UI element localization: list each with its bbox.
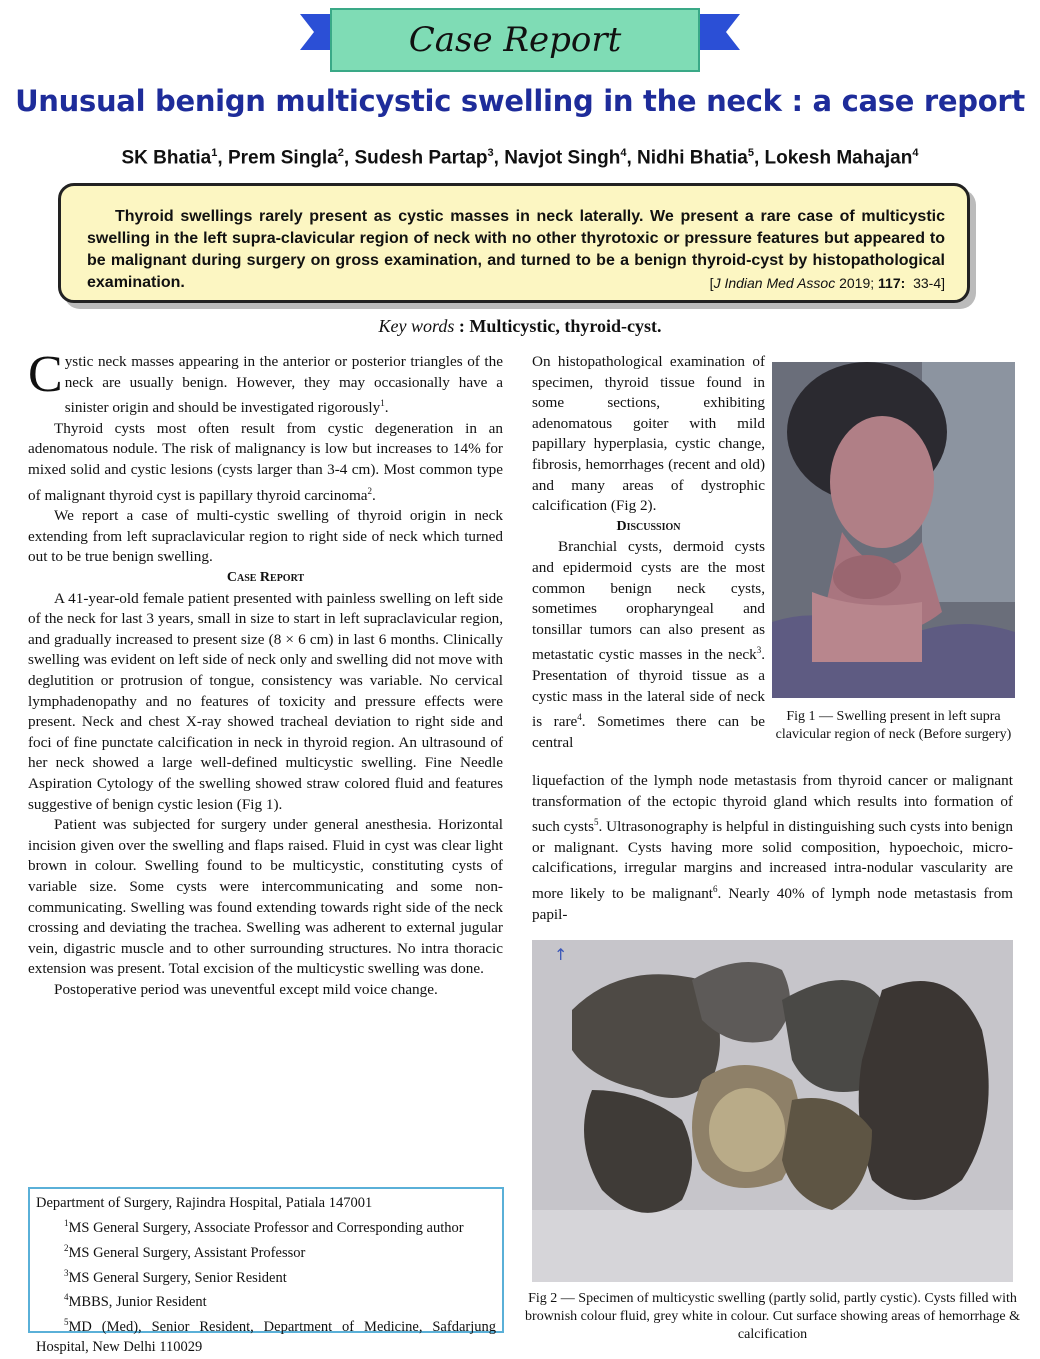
affiliation-item	[36, 1287, 496, 1312]
banner-label: Case Report	[408, 20, 622, 60]
middle-column	[532, 352, 765, 753]
author: Navjot Singh	[504, 147, 621, 169]
body-paragraph: A 41-year-old female patient presented with painless swelling on left side of the neck for last 3 years, small in size to start in left supraclavicular region, and gradually increased to present size (8 × 6 cm) in last 6 months. Clinically swelling was evident on left side of neck only and swelling did not move with deglutition or protrusion of tongue, consistency was variable. No cervical lymphadenopathy and no features of toxicity and pressure effects were present. Neck and chest X-ray showed tracheal deviation to right side and foci of fine punctate calcification in neck in thyroid region. An ultrasound of her neck showed a large well-defined multicystic swelling. Fine Needle Aspiration Cytology of the swelling showed straw colored fluid and features suggestive of benign cystic lesion (Fig 1).	[28, 589, 503, 813]
citation-year: 2019;	[839, 275, 875, 291]
author-list: SK Bhatia$^1$, Prem Singla$^2$, Sudesh Partap$^3$, Navjot Singh$^4$, Nidhi Bhatia$^5$, Lokesh Mahajan$^4$	[121, 147, 919, 169]
reference-sup: 5	[594, 817, 599, 828]
paragraph-text: . Ultrasonography is helpful in distinguishing such cysts into benign or malignant. Cysts having more solid composition, hypoechoic, micro-calcifications, irregular margins and increased intra-nodular vascularity are more likely to be malignant	[532, 818, 1013, 903]
affiliation-sup: 1	[64, 1218, 69, 1228]
keywords-sep: :	[454, 316, 470, 336]
author-sup: 4	[620, 147, 627, 159]
affiliation-sup: 3	[64, 1267, 69, 1278]
author: Nidhi Bhatia	[637, 147, 748, 169]
paragraph-text: . Presentation of thyroid tissue as a cystic mass in the lateral side of neck is rare	[532, 646, 765, 731]
right-column	[532, 771, 1013, 925]
affiliation-item	[36, 1263, 496, 1288]
patient-photo-illustration	[772, 362, 1015, 698]
body-paragraph: On histopathological examination of specimen, thyroid tissue found in some sections, exhibiting adenomatous goiter with mild papillary hyperplasia, cystic change, fibrosis, hemorrhages (recent and old) and many areas of dystrophic calcification (Fig 2).	[532, 353, 765, 515]
body-paragraph	[532, 771, 1013, 925]
affiliation-sup: 4	[64, 1292, 69, 1303]
citation	[710, 272, 945, 294]
reference-sup: 2	[367, 485, 373, 496]
section-heading-discussion: Discussion	[616, 518, 681, 534]
paragraph-text: . Sometimes there can be central	[532, 713, 766, 751]
specimen-photo-illustration	[532, 940, 1013, 1282]
author: Sudesh Partap	[354, 147, 488, 169]
paragraph-text: Branchial cysts, dermoid cysts and epidermoid cysts are the most common benign neck cysts, sometimes oropharyngeal and tonsillar tumors can also present as metastatic cystic masses in the neck	[532, 538, 765, 664]
citation-volume: 117:	[878, 275, 906, 291]
keywords-line	[0, 316, 1040, 337]
abstract-box	[58, 183, 970, 303]
keywords-label: Key words	[378, 316, 455, 336]
affiliation-text: MS General Surgery, Assistant Professor	[68, 1244, 306, 1261]
author-sup: 2	[337, 147, 344, 159]
author: Lokesh Mahajan	[764, 147, 913, 169]
paragraph-text: ystic neck masses appearing in the anterior or posterior triangles of the neck are usually benign. However, they may occasionally have a sinister origin and should be investigated rigorously	[64, 353, 503, 417]
paragraph-text: . Nearly 40% of lymph node metastasis from papil-	[532, 885, 1013, 923]
affiliation-text: MS General Surgery, Senior Resident	[68, 1269, 287, 1286]
affiliation-item	[36, 1312, 496, 1357]
abstract-text: Thyroid swellings rarely present as cystic masses in neck laterally. We present a rare case of multicystic swelling in the left supra-clavicular region of neck with no other thyrotoxic or pressure features but appeared to be malignant during surgery on gross examination, and turned to be a benign thyroid-cyst by histopathological examination.	[87, 208, 945, 291]
figure-2-caption: Fig 2 — Specimen of multicystic swelling (partly solid, partly cystic). Cysts filled with brownish colour fluid, grey white in colour. Cut surface showing areas of hemorrhage & calcification	[525, 1291, 1020, 1342]
arrow-marker-icon: ↑	[554, 945, 568, 964]
section-heading-case-report: Case Report	[226, 570, 305, 586]
figure-1-caption: Fig 1 — Swelling present in left supra clavicular region of neck (Before surgery)	[775, 709, 1012, 742]
author: Prem Singla	[227, 147, 338, 169]
citation-journal: J Indian Med Assoc	[713, 275, 836, 291]
body-paragraph	[532, 537, 765, 753]
figure-1-photo	[772, 362, 1015, 698]
reference-sup: 3	[756, 645, 762, 656]
body-paragraph: Postoperative period was uneventful except mild voice change.	[54, 980, 438, 998]
paragraph-text: liquefaction of the lymph node metastasis from thyroid cancer or malignant transformation of the ectopic thyroid gland which results into formation of such cysts	[532, 772, 1013, 836]
body-paragraph: We report a case of multi-cystic swelling of thyroid origin in neck extending from left supraclavicular region to right side of neck which turned out to be true benign swelling.	[28, 507, 503, 566]
affiliation-department: Department of Surgery, Rajindra Hospital, Patiala 147001	[36, 1195, 373, 1211]
article-title: Unusual benign multicystic swelling in the neck : a case report	[15, 84, 1025, 118]
body-paragraph: Patient was subjected for surgery under general anesthesia. Horizontal incision given over the swelling and flaps raised. Fluid in cyst was clear light brown in colour. Swelling found to be multicystic, constituting cysts of variable size. Some cysts were intercommunicating and some non-communicating. Swelling was found extending towards right side of the neck crossing and deviating the trachea. Swelling was adherent to external jugular vein, digastric muscle and to other surrounding structures. No intra thoracic extension was present. Total excision of the multicystic swelling was done.	[28, 816, 503, 978]
reference-sup: 4	[577, 712, 582, 723]
affiliation-box	[28, 1187, 504, 1356]
figure-2-photo	[532, 940, 1013, 1282]
reference-sup: 1	[380, 398, 385, 409]
affiliation-text: MBBS, Junior Resident	[68, 1294, 207, 1311]
keywords-value: Multicystic, thyroid-cyst.	[469, 316, 662, 336]
author-sup: 1	[211, 147, 218, 159]
affiliation-item	[36, 1238, 496, 1263]
author-sup: 3	[487, 147, 494, 159]
body-paragraph: Cystic neck masses appearing in the anterior or posterior triangles of the neck are usually benign. However, they may occasionally have a sinister origin and should be investigated rigorously$^1$.	[28, 346, 503, 417]
affiliation-sup: 5	[64, 1317, 69, 1328]
author: SK Bhatia	[121, 147, 212, 169]
author-sup: 4	[912, 147, 919, 159]
body-paragraph: Thyroid cysts most often result from cystic degeneration in an adenomatous nodule. The risk of malignancy is low but increases to 14% for mixed solid and cystic lesions (cysts larger than 3-4 cm). Most common type of malignant thyroid cyst is papillary thyroid carcinoma$^2$.	[28, 419, 503, 504]
citation-open: [	[709, 275, 714, 291]
reference-sup: 6	[713, 884, 718, 895]
section-banner	[330, 8, 700, 72]
citation-pages: 33-4]	[913, 275, 945, 291]
drop-cap: C	[28, 346, 63, 403]
left-column	[28, 346, 503, 1001]
author-sup: 5	[747, 147, 754, 159]
affiliation-text: MD (Med), Senior Resident, Department of Medicine, Safdarjung Hospital, New Delhi 110029	[36, 1319, 496, 1356]
affiliation-sup: 2	[64, 1242, 69, 1253]
affiliation-item	[36, 1213, 496, 1238]
paragraph-text: Thyroid cysts most often result from cystic degeneration in an adenomatous nodule. The risk of malignancy is low but increases to 14% for mixed solid and cystic lesions (cysts larger than 3-4 cm). Most common type of malignant thyroid cyst is papillary thyroid carcinoma	[28, 419, 503, 504]
affiliation-text: MS General Surgery, Associate Professor and Corresponding author	[68, 1219, 464, 1236]
